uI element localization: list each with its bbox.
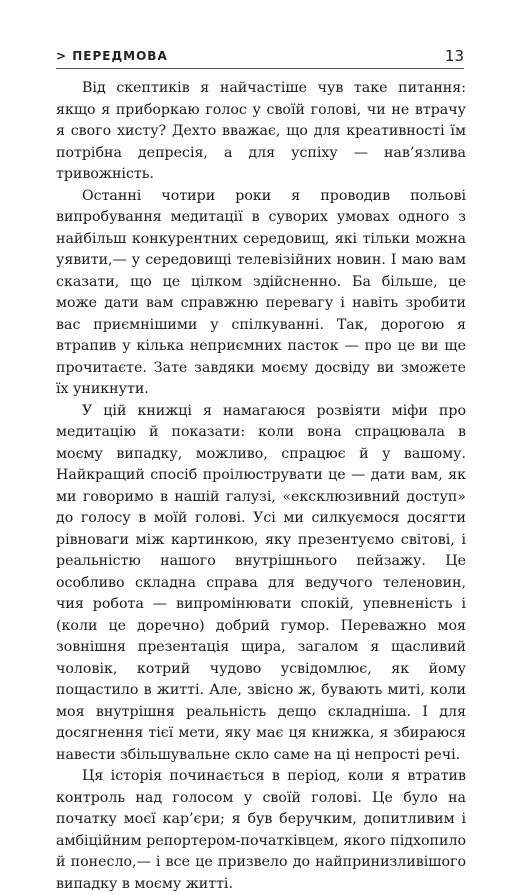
paragraph: Останні чотири роки я проводив польові випробування медитації в суворих умовах одного з найбільш конкурентних середовищ, які тільки можна уявити,— у середовищі телевізійних новин. І маю вам сказати, що це цілком здійсненно. Ба більше, це може дати вам справжню перевагу і навіть зробити вас приємнішими у спілкуванні. Так, дорогою я втрапив у кілька неприємних пасток — про це ви ще прочитаєте. Зате завдяки моєму досвіду ви зможете їх уникнути.	[56, 187, 466, 397]
section-title: > ПЕРЕДМОВА	[56, 49, 168, 63]
page-number: 13	[444, 47, 464, 65]
paragraph: Ця історія починається в період, коли я втратив контроль над голосом у своїй голові. Це було на початку моєї кар’єри; я був беручким, допитливим і амбіційним репортером-початківцем, якого підхопило й понесло,— і все це призвело до найпринизливішого випадку в моєму житті.	[56, 768, 466, 892]
running-header	[56, 44, 464, 68]
header-rule	[56, 68, 464, 69]
paragraph: Від скептиків я найчастіше чув таке питання: якщо я приборкаю голос у своїй голові, чи не втрачу я свого хисту? Дехто вважає, що для креативності їм потрібна депресія, а для успіху — нав’язлива тривожність.	[56, 80, 466, 182]
paragraph: У цій книжці я намагаюся розвіяти міфи про медитацію й показати: коли вона спрацювала в моєму випадку, можливо, спрацює й у вашому. Найкращий спосіб проілюструвати це — дати вам, як ми говоримо в нашій галузі, «ексклюзивний доступ» до голосу в моїй голові. Усі ми силкуємося досягти рівноваги між картинкою, яку презентуємо світові, і реальністю нашого внутрішнього пейзажу. Це особливо складна справа для ведучого теленовин, чия робота — випромінювати спокій, упевненість і (коли це доречно) добрий гумор. Переважно моя зовнішня презентація щира, загалом я щасливий чоловік, котрий чудово усвідомлює, як йому пощастило в житті. Але, звісно ж, бувають миті, коли моя внутрішня реальність дещо складніша. І для досягнення тієї мети, яку має ця книжка, я збираюся навести збільшувальне скло саме на ці непрості речі.	[56, 402, 466, 763]
body-text	[56, 78, 466, 895]
